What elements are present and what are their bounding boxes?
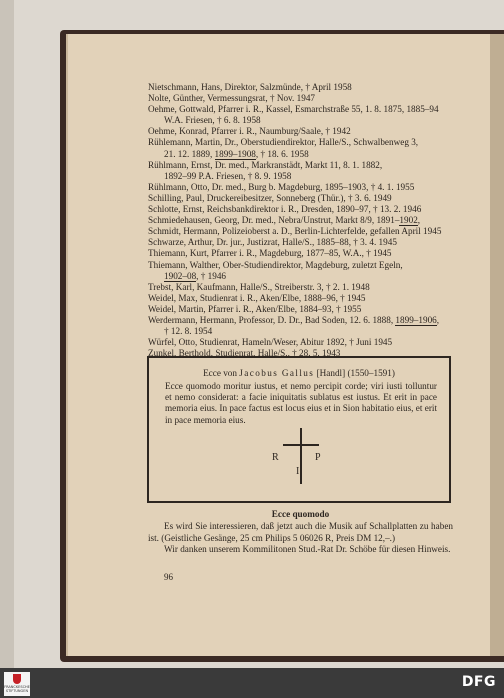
list-item: Rühlemann, Martin, Dr., Oberstudiendirektor, Halle/S., Schwalbenweg 3, xyxy=(148,137,419,148)
cross-letter-r: R xyxy=(272,452,279,463)
scanner-edge xyxy=(0,0,14,668)
list-item: Zunkel, Berthold, Studienrat, Halle/S., † 28. 5. 1943 xyxy=(148,348,341,359)
caption-paragraph-2: Wir danken unserem Kommilitonen Stud.-Rat Dr. Schöbe für diesen Hinweis. xyxy=(164,544,451,554)
ecce-title-pre: Ecce von xyxy=(203,368,240,378)
list-item: Schmidt, Hermann, Polizeioberst a. D., Berlin-Lichterfelde, gefallen April 1945 xyxy=(148,226,442,237)
list-item: Oehme, Gottwald, Pfarrer i. R., Kassel, Esmarchstraße 55, 1. 8. 1875, 1885–94 xyxy=(148,104,439,115)
ecce-box-title xyxy=(149,368,449,378)
list-item: 1902–08, † 1946 xyxy=(164,270,227,281)
list-item: 1892–99 P.A. Friesen, † 8. 9. 1958 xyxy=(164,170,292,181)
caption-title: Ecce quomodo xyxy=(271,509,330,519)
list-item: Trebst, Karl, Kaufmann, Halle/S., Streiberstr. 3, † 2. 1. 1948 xyxy=(148,281,370,292)
viewer-footer xyxy=(0,668,504,698)
list-item: Thiemann, Walther, Ober-Studiendirektor, Magdeburg, zuletzt Egeln, xyxy=(148,259,403,270)
list-item: Rühlmann, Otto, Dr. med., Burg b. Magdeburg, 1895–1903, † 4. 1. 1955 xyxy=(148,181,415,192)
ecce-title-post: [Handl] (1550–1591) xyxy=(314,368,395,378)
ecce-latin-text: Ecce quomodo moritur iustus, et nemo percipit corde; viri iusti tolluntur et nemo considerat: a facie iniquitatis sublatus est iustus. Et erit in pace memoria eius. In pace factus est locus eius et in Sion habitatio eius, et erit in pace memoria eius. xyxy=(165,381,437,425)
list-item: † 12. 8. 1954 xyxy=(164,326,213,337)
list-item: Würfel, Otto, Studienrat, Hameln/Weser, Abitur 1892, † Juni 1945 xyxy=(148,337,393,348)
list-item: Thiemann, Kurt, Pfarrer i. R., Magdeburg, 1877–85, W.A., † 1945 xyxy=(148,248,392,259)
cross-icon xyxy=(300,428,302,484)
page-number: 96 xyxy=(164,572,173,582)
list-item: Schlotte, Ernst, Reichsbankdirektor i. R., Dresden, 1890–97, † 13. 2. 1946 xyxy=(148,204,422,215)
handwritten-underline: 1902 xyxy=(399,215,418,226)
logo-shield-icon xyxy=(13,674,21,684)
franckesche-stiftungen-logo[interactable] xyxy=(4,672,30,696)
ecce-composer: Jacobus Gallus xyxy=(239,368,315,378)
list-item: 21. 12. 1889, 1899–1908, † 18. 6. 1958 xyxy=(164,148,309,159)
handwritten-underline: 1899–1906 xyxy=(395,314,437,325)
list-item: Werdermann, Hermann, Professor, D. Dr., Bad Soden, 12. 6. 1888, 1899–1906, xyxy=(148,314,440,325)
list-item: Oehme, Konrad, Pfarrer i. R., Naumburg/Saale, † 1942 xyxy=(148,126,351,137)
list-item: W.A. Friesen, † 6. 8. 1958 xyxy=(164,115,261,126)
member-list xyxy=(148,82,453,359)
handwritten-underline: 1899–1908 xyxy=(214,148,256,159)
list-item: Schilling, Paul, Druckereibesitzer, Sonneberg (Thür.), † 3. 6. 1949 xyxy=(148,192,392,203)
list-item: Nietschmann, Hans, Direktor, Salzmünde, † April 1958 xyxy=(148,82,352,92)
cross-bar xyxy=(283,444,319,446)
list-item: Weidel, Max, Studienrat i. R., Aken/Elbe, 1888–96, † 1945 xyxy=(148,292,366,303)
caption-paragraph-1: Es wird Sie interessieren, daß jetzt auch die Musik auf Schallplatten zu haben ist. (Geistliche Gesänge, 25 cm Philips 5 06026 R, Preis DM 12,–.) xyxy=(148,521,453,543)
logo-text: FRANCKESCHE STIFTUNGEN xyxy=(4,685,30,693)
caption-text xyxy=(148,521,453,556)
list-item: Nolte, Günther, Vermessungsrat, † Nov. 1947 xyxy=(148,93,316,104)
list-item: Schwarze, Arthur, Dr. jur., Justizrat, Halle/S., 1885–88, † 3. 4. 1945 xyxy=(148,237,397,248)
ecce-box xyxy=(147,356,451,503)
cross-letter-i: I xyxy=(296,466,300,477)
list-item: Rühlmann, Ernst, Dr. med., Markranstädt, Markt 11, 8. 1. 1882, xyxy=(148,159,383,170)
page-gutter xyxy=(490,34,504,656)
dfg-logo[interactable]: DFG xyxy=(461,674,496,690)
handwritten-underline: 1902–08 xyxy=(164,270,197,281)
list-item: Schmiedehausen, Georg, Dr. med., Nebra/Unstrut, Markt 8/9, 1891–1902, xyxy=(148,215,421,226)
list-item: Weidel, Martin, Pfarrer i. R., Aken/Elbe, 1884–93, † 1955 xyxy=(148,303,362,314)
cross-letter-p: P xyxy=(315,452,321,463)
